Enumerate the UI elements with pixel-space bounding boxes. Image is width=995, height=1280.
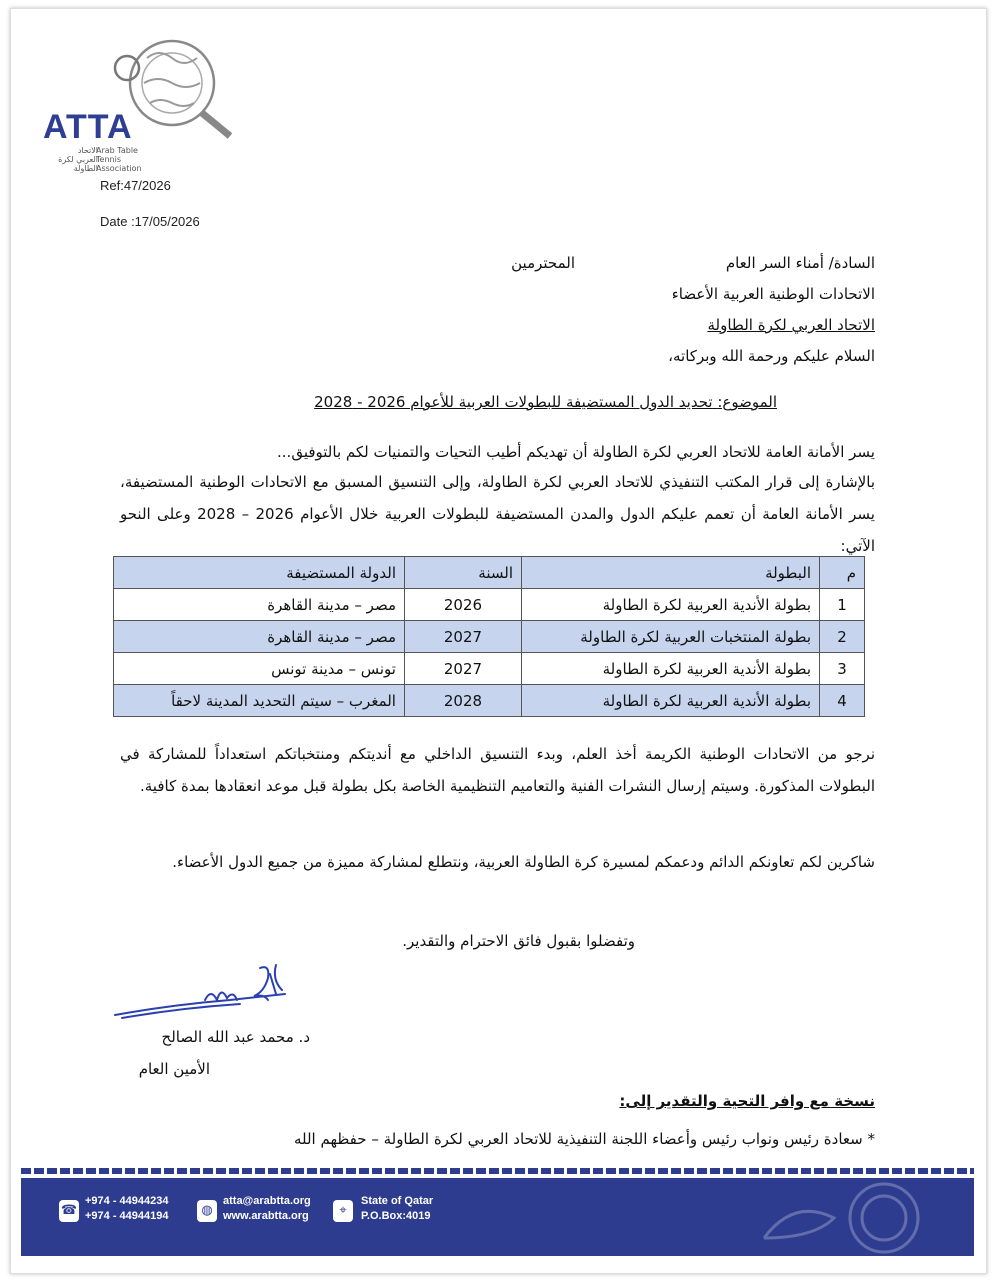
table-row [114, 685, 865, 717]
cell-number: 2 [820, 621, 865, 653]
table-row [114, 653, 865, 685]
footer-bar [21, 1178, 974, 1256]
footer-watermark-logo [724, 1178, 964, 1256]
handwritten-signature [110, 960, 300, 1030]
host-countries-table [113, 556, 865, 717]
copy-to-label: نسخة مع وافر التحية والتقدير إلى: [619, 1092, 875, 1110]
cell-championship: بطولة المنتخبات العربية لكرة الطاولة [521, 621, 819, 653]
cell-year: 2027 [404, 621, 521, 653]
cell-host: مصر – مدينة القاهرة [114, 589, 405, 621]
subject-line [314, 393, 777, 411]
reference-paragraph: بالإشارة إلى قرار المكتب التنفيذي للاتحاد العربي لكرة الطاولة، وإلى التنسيق المسبق مع الاتحادات الوطنية المستضيفة، يسر الأمانة العامة أن تعمم عليكم الدول والمدن المستضيفة للبطولات العربية خلال الأعوام 2026 – 2028 وعلى النحو الآتي: [120, 473, 875, 555]
location-pin-icon: ⌖ [333, 1200, 353, 1222]
request-paragraph: نرجو من الاتحادات الوطنية الكريمة أخذ العلم، وبدء التنسيق الداخلي مع أنديتكم ومنتخباتكم استعداداً للمشاركة في البطولات المذكورة. وسيتم إرسال النشرات الفنية والتعاميم التنظيمية الخاصة بكل بطولة قبل موعد انعقادها بمدة كافية. [120, 745, 875, 795]
footer-contacts [223, 1194, 311, 1224]
copy-to-recipient: * سعادة رئيس ونواب رئيس وأعضاء اللجنة التنفيذية للاتحاد العربي لكرة الطاولة – حفظهم الله [293, 1130, 875, 1148]
phone-number-2: +974 - 44944194 [85, 1210, 169, 1222]
cell-championship: بطولة الأندية العربية لكرة الطاولة [521, 589, 819, 621]
honorific: المحترمين [511, 254, 575, 272]
col-header-number: م [820, 557, 865, 589]
address-country: State of Qatar [361, 1195, 434, 1207]
cell-host: المغرب – سيتم التحديد المدينة لاحقاً [114, 685, 405, 717]
cell-number: 4 [820, 685, 865, 717]
col-header-host: الدولة المستضيفة [114, 557, 405, 589]
col-header-championship: البطولة [521, 557, 819, 589]
footer-address [361, 1194, 433, 1224]
signatory-title: الأمين العام [138, 1060, 210, 1078]
greeting: السلام عليكم ورحمة الله وبركاته، [668, 347, 875, 365]
table-row [114, 589, 865, 621]
cell-year: 2026 [404, 589, 521, 621]
thanks-paragraph: شاكرين لكم تعاونكم الدائم ودعمكم لمسيرة كرة الطاولة العربية، ونتطلع لمشاركة مميزة من جميع الدول الأعضاء. [172, 853, 875, 871]
logo-wordmark: ATTA [43, 108, 133, 146]
reference-number: Ref:47/2026 [100, 178, 171, 193]
intro-paragraph: يسر الأمانة العامة للاتحاد العربي لكرة الطاولة أن تهديكم أطيب التحيات والتمنيات لكم بالتوفيق... [277, 443, 875, 461]
letter-date: Date :17/05/2026 [100, 214, 200, 229]
phone-icon: ☎ [59, 1200, 79, 1222]
footer-website[interactable]: www.arabtta.org [223, 1210, 309, 1222]
signatory-name: د. محمد عبد الله الصالح [161, 1028, 310, 1046]
logo-subtitle-english: Arab Table Tennis Association [96, 146, 142, 173]
subject-text: تحديد الدول المستضيفة للبطولات العربية للأعوام 2026 - 2028 [314, 393, 713, 411]
footer-email[interactable]: atta@arabtta.org [223, 1195, 311, 1207]
recipient-org: الاتحادات الوطنية العربية الأعضاء [671, 285, 875, 303]
footer-phones [85, 1194, 169, 1224]
cell-host: تونس – مدينة تونس [114, 653, 405, 685]
cell-number: 1 [820, 589, 865, 621]
cell-year: 2028 [404, 685, 521, 717]
cell-year: 2027 [404, 653, 521, 685]
sender-org: الاتحاد العربي لكرة الطاولة [707, 316, 875, 334]
address-pobox: P.O.Box:4019 [361, 1210, 431, 1222]
globe-icon: ◍ [197, 1200, 217, 1222]
footer-stripe [21, 1168, 974, 1174]
cell-number: 3 [820, 653, 865, 685]
closing-line: وتفضلوا بقبول فائق الاحترام والتقدير. [402, 932, 635, 950]
table-row [114, 621, 865, 653]
subject-label: الموضوع: [717, 393, 777, 411]
recipient-line: السادة/ أمناء السر العام [725, 254, 875, 272]
cell-host: مصر – مدينة القاهرة [114, 621, 405, 653]
cell-championship: بطولة الأندية العربية لكرة الطاولة [521, 653, 819, 685]
logo-subtitle-arabic: الاتحاد العربي لكرة الطاولة [58, 146, 98, 173]
cell-championship: بطولة الأندية العربية لكرة الطاولة [521, 685, 819, 717]
table-header-row [114, 557, 865, 589]
col-header-year: السنة [404, 557, 521, 589]
phone-number-1: +974 - 44944234 [85, 1195, 169, 1207]
